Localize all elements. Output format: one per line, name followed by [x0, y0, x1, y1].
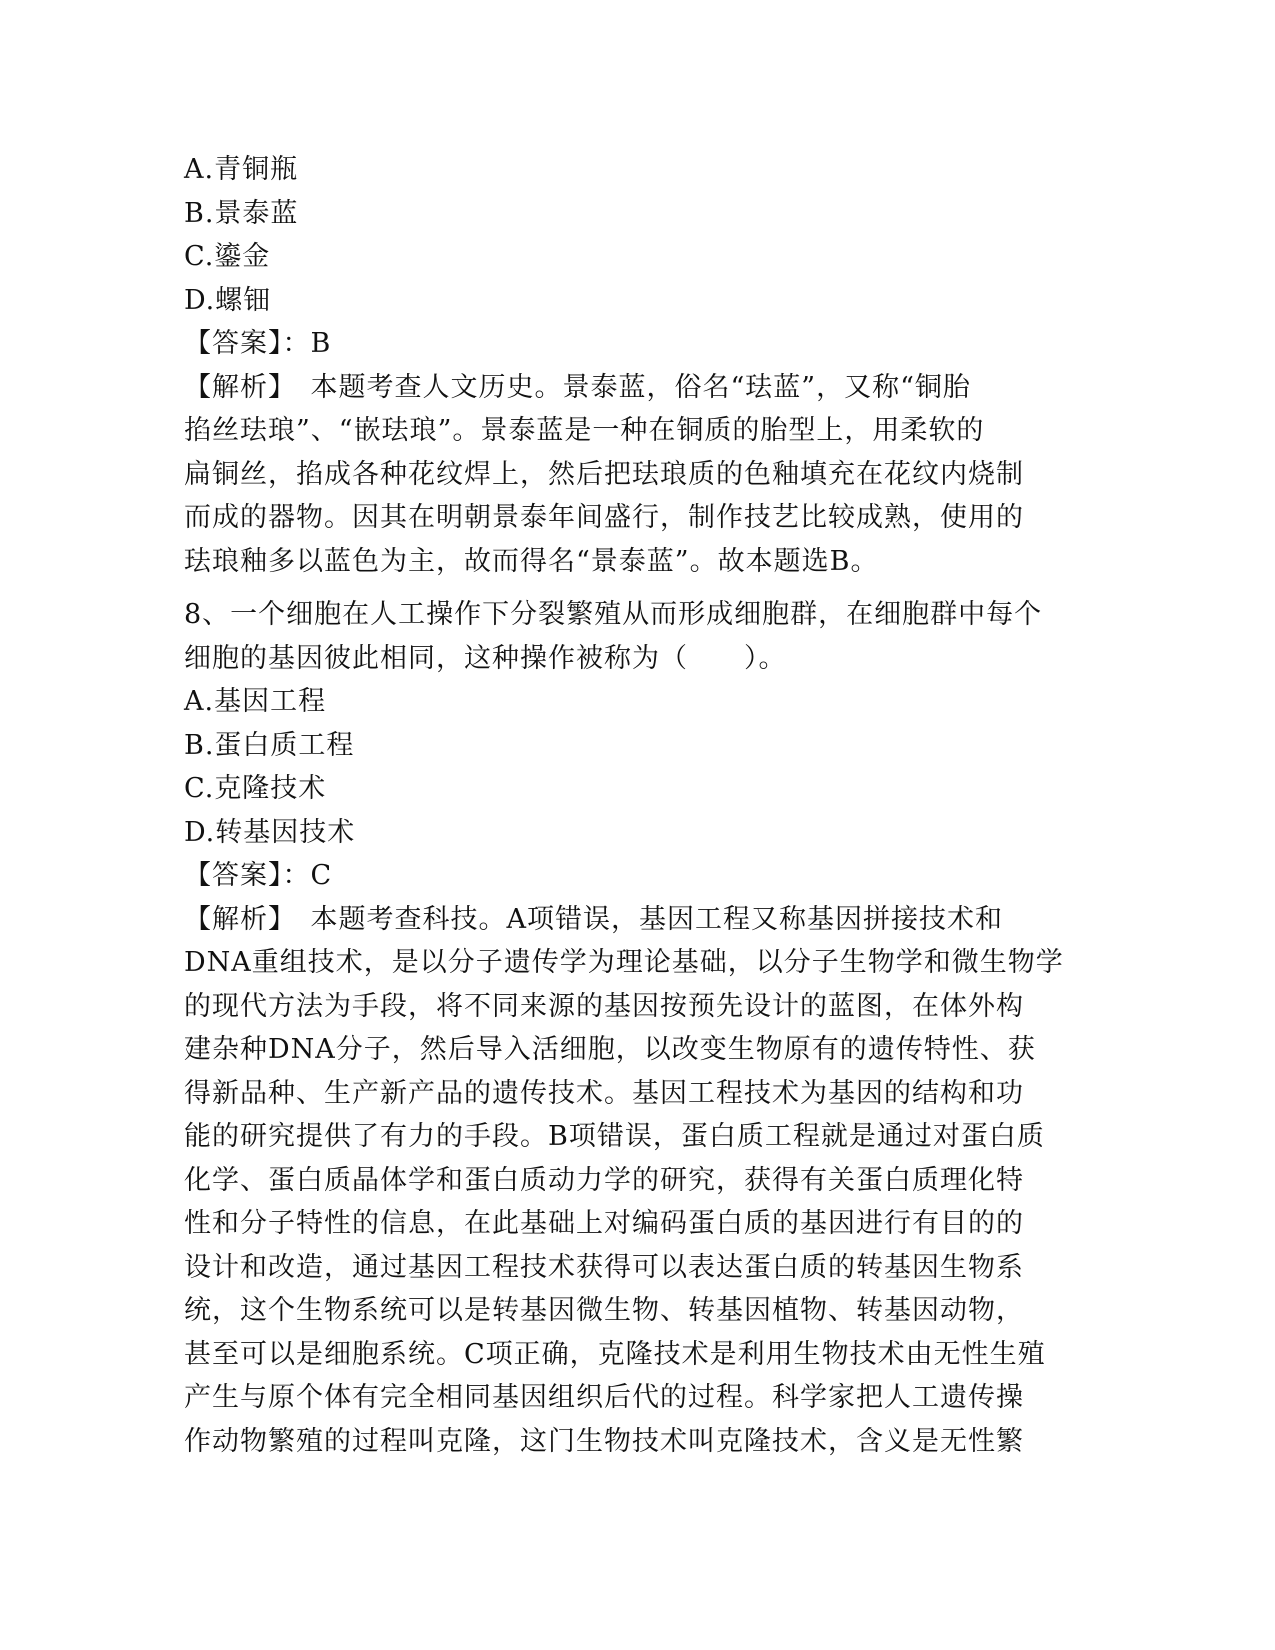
analysis-line: 统，这个生物系统可以是转基因微生物、转基因植物、转基因动物， — [184, 1295, 1024, 1326]
question-7-tail — [184, 148, 1104, 583]
option-d: D.螺钿 — [184, 284, 272, 316]
analysis-line: 甚至可以是细胞系统。C项正确，克隆技术是利用生物技术由无性生殖 — [184, 1338, 1046, 1370]
analysis-line: 化学、蛋白质晶体学和蛋白质动力学的研究，获得有关蛋白质理化特 — [184, 1164, 1024, 1196]
option-a: A.基因工程 — [184, 686, 327, 717]
option-c: C.克隆技术 — [184, 773, 327, 804]
analysis-line: 掐丝珐琅”、“嵌珐琅”。景泰蓝是一种在铜质的胎型上，用柔软的 — [184, 415, 985, 446]
analysis-line: 性和分子特性的信息，在此基础上对编码蛋白质的基因进行有目的的 — [184, 1208, 1024, 1239]
analysis-line: 而成的器物。因其在明朝景泰年间盛行，制作技艺比较成熟，使用的 — [184, 502, 1024, 533]
option-d: D.转基因技术 — [184, 816, 356, 848]
option-c: C.鎏金 — [184, 241, 271, 272]
option-a: A.青铜瓶 — [184, 154, 299, 185]
analysis-line: 扁铜丝，掐成各种花纹焊上，然后把珐琅质的色釉填充在花纹内烧制 — [184, 458, 1024, 490]
analysis-line: 【解析】 本题考查人文历史。景泰蓝，俗名“珐蓝”，又称“铜胎 — [184, 371, 971, 403]
analysis-line: 得新品种、生产新产品的遗传技术。基因工程技术为基因的结构和功 — [184, 1077, 1024, 1109]
section-gap — [184, 583, 1104, 593]
analysis-line: 能的研究提供了有力的手段。B项错误，蛋白质工程就是通过对蛋白质 — [184, 1121, 1045, 1152]
answer-line: 【答案】：B — [184, 328, 332, 359]
page-content — [184, 148, 1104, 1463]
analysis-line: 珐琅釉多以蓝色为主，故而得名“景泰蓝”。故本题选B。 — [184, 545, 879, 577]
analysis-line: 产生与原个体有完全相同基因组织后代的过程。科学家把人工遗传操 — [184, 1382, 1024, 1413]
analysis-line: 的现代方法为手段，将不同来源的基因按预先设计的蓝图，在体外构 — [184, 990, 1024, 1022]
analysis-line: 建杂种DNA分子，然后导入活细胞，以改变生物原有的遗传特性、获 — [184, 1034, 1036, 1065]
question-text — [184, 593, 1104, 680]
analysis-line: 设计和改造，通过基因工程技术获得可以表达蛋白质的转基因生物系 — [184, 1251, 1024, 1283]
question-8 — [184, 593, 1104, 1463]
analysis-paragraph — [184, 898, 1104, 1464]
option-b: B.景泰蓝 — [184, 197, 299, 229]
analysis-paragraph — [184, 366, 1104, 584]
analysis-line: 【解析】 本题考查科技。A项错误，基因工程又称基因拼接技术和 — [184, 903, 1003, 935]
question-line: 细胞的基因彼此相同，这种操作被称为（ ）。 — [184, 642, 787, 674]
question-line: 8、一个细胞在人工操作下分裂繁殖从而形成细胞群，在细胞群中每个 — [184, 599, 1043, 630]
analysis-line: DNA重组技术，是以分子遗传学为理论基础，以分子生物学和微生物学 — [184, 947, 1064, 978]
analysis-line: 作动物繁殖的过程叫克隆，这门生物技术叫克隆技术，含义是无性繁 — [184, 1425, 1024, 1457]
option-b: B.蛋白质工程 — [184, 729, 355, 761]
answer-line: 【答案】：C — [184, 860, 333, 891]
